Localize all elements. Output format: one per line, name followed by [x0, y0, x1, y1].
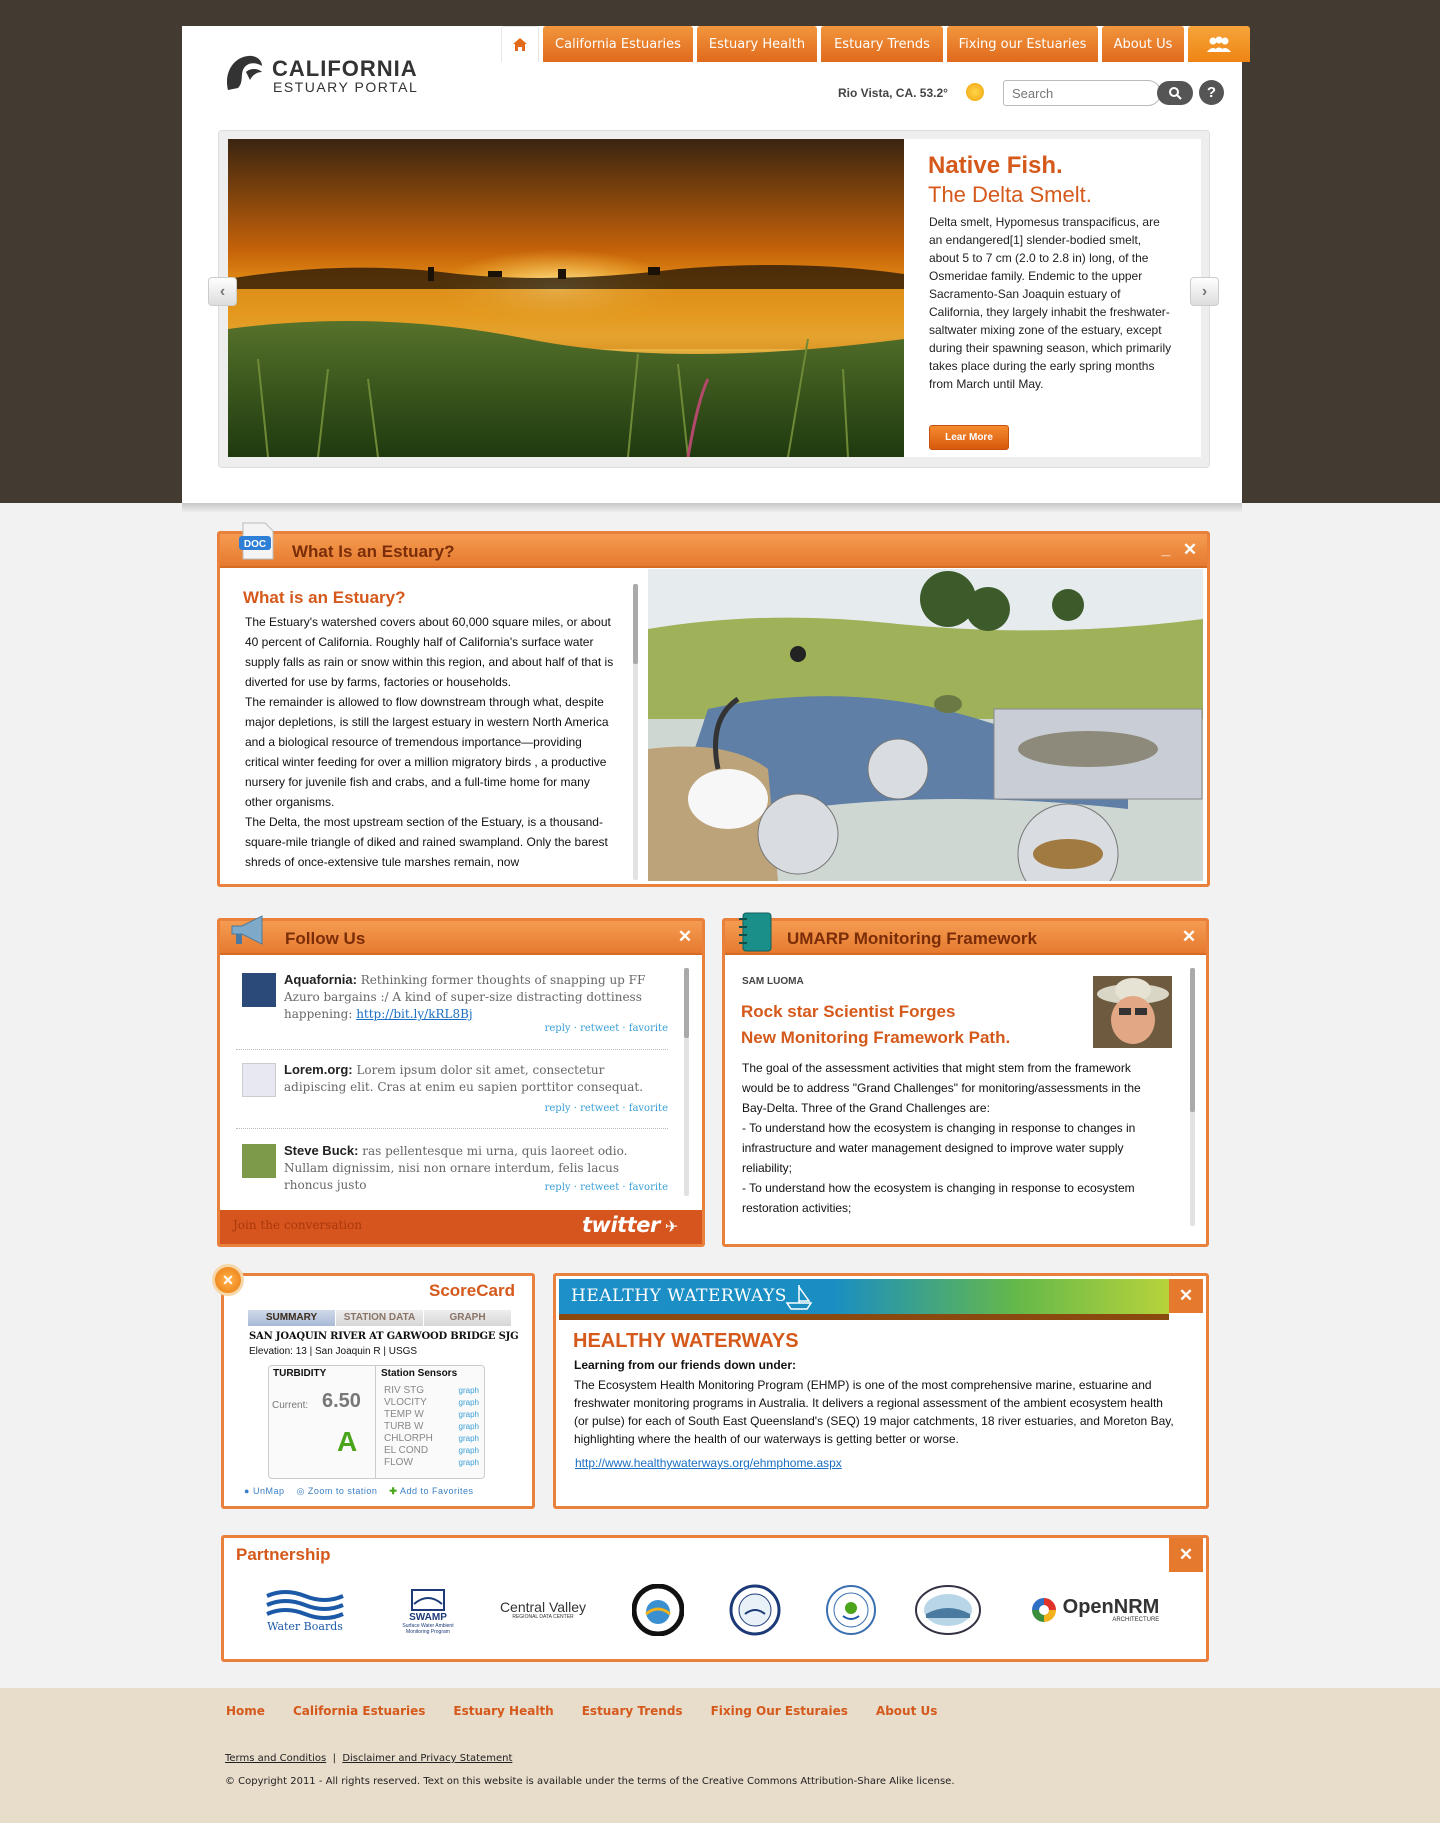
sensor-row	[384, 1397, 479, 1409]
healthy-waterways-banner[interactable]	[559, 1279, 1169, 1319]
minimize-button[interactable]	[1157, 541, 1175, 559]
twitter-bird-icon: ✈	[659, 1217, 678, 1236]
footer-legal-links: Terms and Conditios | Disclaimer and Privacy Statement	[225, 1753, 513, 1764]
central-valley-logo[interactable]	[495, 1580, 591, 1640]
sensor-name: FLOW	[384, 1457, 413, 1468]
current-value: 6.50	[322, 1390, 361, 1412]
sensor-row	[384, 1445, 479, 1457]
tweet-user[interactable]: Aquafornia:	[284, 972, 357, 987]
unmap-label: UnMap	[252, 1486, 285, 1496]
healthy-body: The Ecosystem Health Monitoring Program (EHMP) is one of the most comprehensive marine, estuarine and freshwater monitoring programs in Australia. It delivers a regional assessment of the ambient ecosystem health (or pulse) for each of South East Queensland's (SEQ) 19 major catchments, 18 river estuaries, and Moreton Bay, highlighting where the health of our waterways is getting better or worse.	[574, 1378, 1174, 1446]
plus-icon: ✚	[389, 1486, 398, 1496]
opennrm-sublabel: ARCHITECTURE	[1112, 1617, 1160, 1623]
footer-link-estuary-trends[interactable]: Estuary Trends	[581, 1704, 683, 1718]
home-icon	[512, 37, 528, 52]
boat-icon	[781, 1283, 817, 1313]
scrollbar-thumb[interactable]	[633, 584, 638, 664]
scrollbar-thumb[interactable]	[1190, 968, 1195, 1112]
close-icon: ✕	[222, 1271, 234, 1288]
widget-header	[220, 921, 702, 955]
station-elevation: Elevation: 13 | San Joaquin R | USGS	[249, 1346, 418, 1357]
estuary-scrollbar[interactable]	[633, 584, 638, 880]
umarp-scrollbar[interactable]	[1190, 968, 1195, 1226]
partnership-title: Partnership	[236, 1545, 331, 1564]
divider	[236, 1128, 668, 1129]
terms-link[interactable]: Terms and Conditios	[225, 1753, 327, 1764]
sensor-row	[384, 1457, 479, 1469]
article-paragraph: The goal of the assessment activities that might stem from the framework would be to address "Grand Challenges" for monitoring/assessments in the Bay-Delta. Three of the Grand Challenges are:	[742, 1061, 1141, 1115]
tab-graph[interactable]: GRAPH	[424, 1310, 512, 1326]
nav-tab-about-us[interactable]: About Us	[1102, 26, 1184, 62]
article-paragraph: - To understand how the ecosystem is changing in response to ecosystem restoration activities;	[742, 1181, 1135, 1215]
tweet-text	[284, 971, 664, 1023]
close-button[interactable]	[1180, 928, 1198, 946]
turbidity-label: TURBIDITY	[273, 1368, 327, 1379]
scorecard-tabs	[248, 1310, 512, 1326]
home-tab[interactable]	[501, 26, 539, 62]
footer-link-estuary-health[interactable]: Estuary Health	[453, 1704, 554, 1718]
copyright: © Copyright 2011 - All rights reserved. Text on this website is available under the terms of the Creative Commons Attribution-Share Alike license.	[225, 1776, 955, 1787]
estuary-heading: What is an Estuary?	[243, 588, 406, 607]
add-to-favorites-link[interactable]	[389, 1486, 473, 1497]
graph-link[interactable]: graph	[458, 1398, 479, 1407]
widget-header	[725, 921, 1206, 955]
estuary-paragraph: The Estuary's watershed covers about 60,000 square miles, or about 40 percent of California. Roughly half of California's surface water supply falls as rain or snow within this region, and about half of that is diverted for use by farms, factories or households.	[245, 615, 614, 689]
widget-header	[220, 534, 1207, 568]
sensor-name: CHLORPH	[384, 1433, 433, 1444]
central-valley-sublabel: REGIONAL DATA CENTER	[512, 1614, 574, 1620]
close-button[interactable]	[676, 928, 694, 946]
tweet-actions[interactable]: reply · retweet · favorite	[544, 1182, 668, 1193]
doc-icon	[237, 521, 277, 561]
footer-link-california-estuaries[interactable]: California Estuaries	[292, 1704, 426, 1718]
logo-line-2: ESTUARY PORTAL	[273, 79, 419, 95]
article-author: SAM LUOMA	[742, 976, 804, 987]
station-name: SAN JOAQUIN RIVER AT GARWOOD BRIDGE SJG	[249, 1331, 519, 1342]
graph-link[interactable]: graph	[458, 1386, 479, 1395]
opennrm-mark-icon	[1029, 1595, 1059, 1625]
twitter-logo[interactable]	[582, 1213, 678, 1237]
healthy-heading: HEALTHY WATERWAYS	[573, 1330, 799, 1352]
sensor-row	[384, 1421, 479, 1433]
slider-prev-button[interactable]	[208, 277, 237, 306]
slide-body: Delta smelt, Hypomesus transpacificus, are an endangered[1] slender-bodied smelt, about 5 to 7 cm (2.0 to 2.8 in) long, of the Osmeridae family. Endemic to the upper Sacramento-San Joaquin estuary of California, they largely inhabit the freshwater-saltwater mixing zone of the estuary, except during their spawning season, which primarily takes place during the early spring months from March until May.	[929, 215, 1172, 391]
follow-scrollbar[interactable]	[684, 968, 689, 1196]
marine-lab-seal-logo[interactable]	[630, 1580, 686, 1640]
footer-link-fixing-estuaries[interactable]: Fixing Our Esturaies	[710, 1704, 848, 1718]
twitter-label: twitter	[582, 1213, 660, 1237]
sensor-name: RIV STG	[384, 1385, 425, 1396]
weather-readout: Rio Vista, CA. 53.2°	[838, 86, 948, 100]
author-photo	[1093, 976, 1172, 1048]
water-boards-logo[interactable]	[262, 1580, 348, 1640]
notebook-icon	[737, 911, 773, 953]
sensor-row	[384, 1385, 479, 1397]
close-icon: ✕	[1178, 1545, 1194, 1564]
graph-link[interactable]: graph	[458, 1458, 479, 1467]
nav-tab-estuary-trends[interactable]: Estuary Trends	[821, 26, 943, 62]
slider-next-button[interactable]	[1190, 277, 1219, 306]
footer-link-home[interactable]: Home	[226, 1704, 265, 1718]
opennrm-label: OpenNRM	[1062, 1596, 1160, 1618]
headline-line-1: Rock star Scientist Forges	[741, 1002, 956, 1021]
footer-link-about-us[interactable]: About Us	[875, 1704, 938, 1718]
zoom-label: Zoom to station	[307, 1486, 378, 1496]
tweet-user[interactable]: Steve Buck:	[284, 1143, 359, 1158]
article-paragraph: - To understand how the ecosystem is changing in response to changes in infrastructure and water management designed to improve water supply reliability;	[742, 1121, 1136, 1175]
join-conversation-link[interactable]: Join the conversation	[233, 1218, 363, 1232]
divider	[375, 1366, 376, 1478]
nav-tab-estuary-health[interactable]: Estuary Health	[697, 26, 817, 62]
tab-summary[interactable]: SUMMARY	[248, 1310, 336, 1326]
zoom-icon: ◎	[296, 1486, 305, 1496]
search-input[interactable]	[1003, 80, 1161, 106]
megaphone-icon	[228, 914, 272, 950]
scrollbar-thumb[interactable]	[684, 968, 689, 1038]
sensor-row	[384, 1409, 479, 1421]
tweet-link[interactable]: http://bit.ly/kRL8Bj	[356, 1007, 473, 1021]
graph-link[interactable]: graph	[458, 1446, 479, 1455]
unmap-link[interactable]	[244, 1486, 284, 1497]
nav-tab-fixing-estuaries[interactable]: Fixing our Estuaries	[947, 26, 1098, 62]
scorecard-close-button[interactable]	[212, 1264, 244, 1296]
station-sensors-label: Station Sensors	[381, 1368, 458, 1379]
site-logo[interactable]	[222, 50, 432, 100]
footer-nav	[226, 1704, 937, 1718]
graph-link[interactable]: graph	[458, 1422, 479, 1431]
tweet-user[interactable]: Lorem.org:	[284, 1062, 353, 1077]
close-icon: ✕	[1181, 927, 1197, 946]
search-button[interactable]	[1157, 81, 1193, 105]
banner-stripe	[559, 1314, 1169, 1320]
favorites-label: Add to Favorites	[399, 1486, 474, 1496]
avatar	[242, 1063, 276, 1097]
healthy-waterways-link[interactable]: http://www.healthywaterways.org/ehmphome.aspx	[575, 1456, 842, 1470]
tweet-text	[284, 1061, 664, 1096]
sun-icon	[966, 83, 984, 101]
current-label: Current:	[272, 1400, 309, 1411]
avatar	[242, 973, 276, 1007]
logo-line-1: CALIFORNIA	[272, 56, 418, 81]
swamp-sublabel: Surface Water Ambient Monitoring Program	[402, 1622, 454, 1635]
slide-subtitle: The Delta Smelt.	[928, 182, 1092, 207]
scorecard-title: ScoreCard	[429, 1281, 515, 1300]
zoom-to-station-link[interactable]	[296, 1486, 377, 1497]
sensor-name: TURB W	[384, 1421, 424, 1432]
nav-tab-california-estuaries[interactable]: California Estuaries	[543, 26, 693, 62]
epa-seal-logo[interactable]	[823, 1580, 879, 1640]
slide-title: Native Fish.	[928, 152, 1063, 179]
estuary-text	[245, 612, 617, 874]
tweet-actions[interactable]: reply · retweet · favorite	[544, 1103, 668, 1114]
scorecard-links	[244, 1486, 473, 1497]
sensor-name: VLOCITY	[384, 1397, 427, 1408]
close-button[interactable]	[1181, 541, 1199, 559]
tweet-body: ras pellentesque mi urna, quis laoreet odio. Nullam dignissim, nisi non ornare interdum, felis lacus rhoncus justo	[284, 1144, 628, 1192]
graph-link[interactable]: graph	[458, 1410, 479, 1419]
users-icon	[1204, 36, 1234, 52]
divider	[236, 1049, 668, 1050]
close-icon: ✕	[677, 927, 693, 946]
globe-icon: ●	[244, 1486, 250, 1496]
avatar	[242, 1144, 276, 1178]
chevron-left-icon: ‹	[219, 282, 226, 300]
disclaimer-link[interactable]: Disclaimer and Privacy Statement	[342, 1753, 513, 1764]
tweet-actions[interactable]: reply · retweet · favorite	[544, 1023, 668, 1034]
tab-station-data[interactable]: STATION DATA	[336, 1310, 424, 1326]
widget-title: Follow Us	[285, 929, 366, 948]
article-body	[742, 1058, 1152, 1218]
graph-link[interactable]: graph	[458, 1434, 479, 1443]
close-icon: ✕	[1178, 1286, 1194, 1305]
swamp-logo[interactable]	[396, 1580, 460, 1640]
sensor-row	[384, 1433, 479, 1445]
learn-more-button[interactable]: Lear More	[929, 425, 1009, 450]
close-icon: ✕	[1182, 540, 1198, 559]
article-headline[interactable]	[741, 999, 1010, 1051]
sensor-list	[384, 1385, 479, 1469]
minimize-icon: _	[1161, 541, 1171, 558]
ccei-seal-logo[interactable]	[727, 1580, 783, 1640]
close-button[interactable]	[1169, 1279, 1203, 1313]
opennrm-logo[interactable]	[1026, 1580, 1162, 1640]
headline-line-2: New Monitoring Framework Path.	[741, 1028, 1011, 1047]
community-tab[interactable]	[1188, 26, 1250, 62]
help-button[interactable]: ?	[1199, 80, 1224, 105]
search-icon	[1168, 86, 1182, 100]
sccwrp-seal-logo[interactable]	[913, 1580, 983, 1640]
tweet-body: Rethinking former thoughts of snapping up FF Azuro bargains :/ A kind of super-size distracting dottiness happening:	[284, 973, 646, 1021]
widget-title: UMARP Monitoring Framework	[787, 929, 1037, 948]
healthy-subheading: Learning from our friends down under:	[574, 1358, 796, 1372]
grade-value: A	[337, 1426, 358, 1457]
widget-title: What Is an Estuary?	[292, 542, 455, 561]
logo-mark-icon	[222, 52, 264, 94]
swamp-label: SWAMP	[409, 1611, 447, 1623]
sunset-marsh-image	[228, 139, 904, 457]
close-button[interactable]	[1169, 1538, 1203, 1572]
central-valley-label: Central Valley	[499, 1599, 587, 1615]
main-nav	[501, 26, 1250, 62]
header-shadow	[182, 503, 1242, 513]
sensor-name: EL COND	[384, 1445, 429, 1456]
chevron-right-icon: ›	[1201, 282, 1208, 300]
estuary-paragraph: The remainder is allowed to flow downstream through what, despite major depletions, is still the largest estuary in western North America and a biological resource of tremendous importance—providing critical winter feeding for over a million migratory birds , a productive nursery for juvenile fish and crabs, and a full-time home for many other organisms.	[245, 695, 609, 809]
tweet-body: Lorem ipsum dolor sit amet, consectetur adipiscing elit. Cras at enim eu sapien porttitor consequat.	[284, 1063, 644, 1094]
sensor-name: TEMP W	[384, 1409, 424, 1420]
estuary-paragraph: The Delta, the most upstream section of the Estuary, is a thousand-square-mile triangle of diked and rained swampland. Only the barest shreds of once-extensive tule marshes remain, now	[245, 815, 608, 869]
water-boards-label: Water Boards	[267, 1619, 343, 1633]
banner-title: HEALTHY WATERWAYS	[571, 1286, 787, 1306]
doc-badge-label: DOC	[243, 539, 267, 550]
estuary-illustration	[648, 569, 1203, 881]
